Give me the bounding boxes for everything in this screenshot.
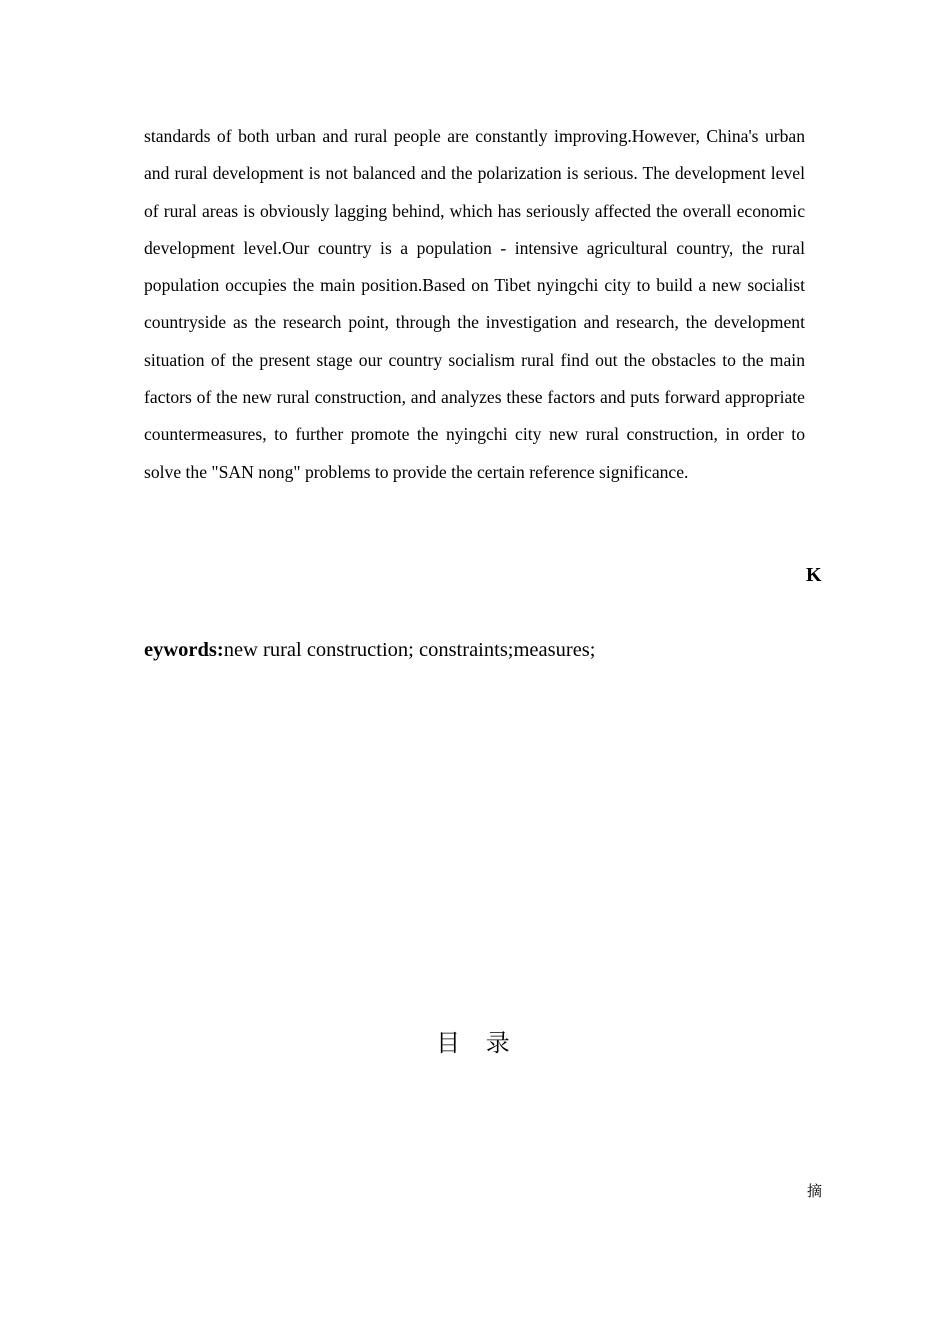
abstract-paragraph: standards of both urban and rural people are constantly improving.However, China's urban and rural development is not balanced and the polarization is serious. The development level of rural areas is obviously lagging behind, which has seriously affected the overall economic development level.Our country is a population - intensive agricultural country, the rural population occupies the main position.Based on Tibet nyingchi city to build a new socialist countryside as the research point, through the investigation and research, the development situation of the present stage our country socialism rural find out the obstacles to the main factors of the new rural construction, and analyzes these factors and puts forward appropriate countermeasures, to further promote the nyingchi city new rural construction, in order to solve the "SAN nong" problems to provide the certain reference significance. xyxy=(144,126,805,482)
keywords-terms: new rural construction; constraints;measures; xyxy=(223,639,596,661)
keywords-initial-letter: K xyxy=(806,564,822,586)
table-of-contents-title: 目 录 xyxy=(436,1029,514,1057)
keywords-label: eywords: xyxy=(144,639,224,661)
toc-entry-fragment: 摘 xyxy=(807,1182,823,1200)
keywords-line xyxy=(144,636,595,664)
